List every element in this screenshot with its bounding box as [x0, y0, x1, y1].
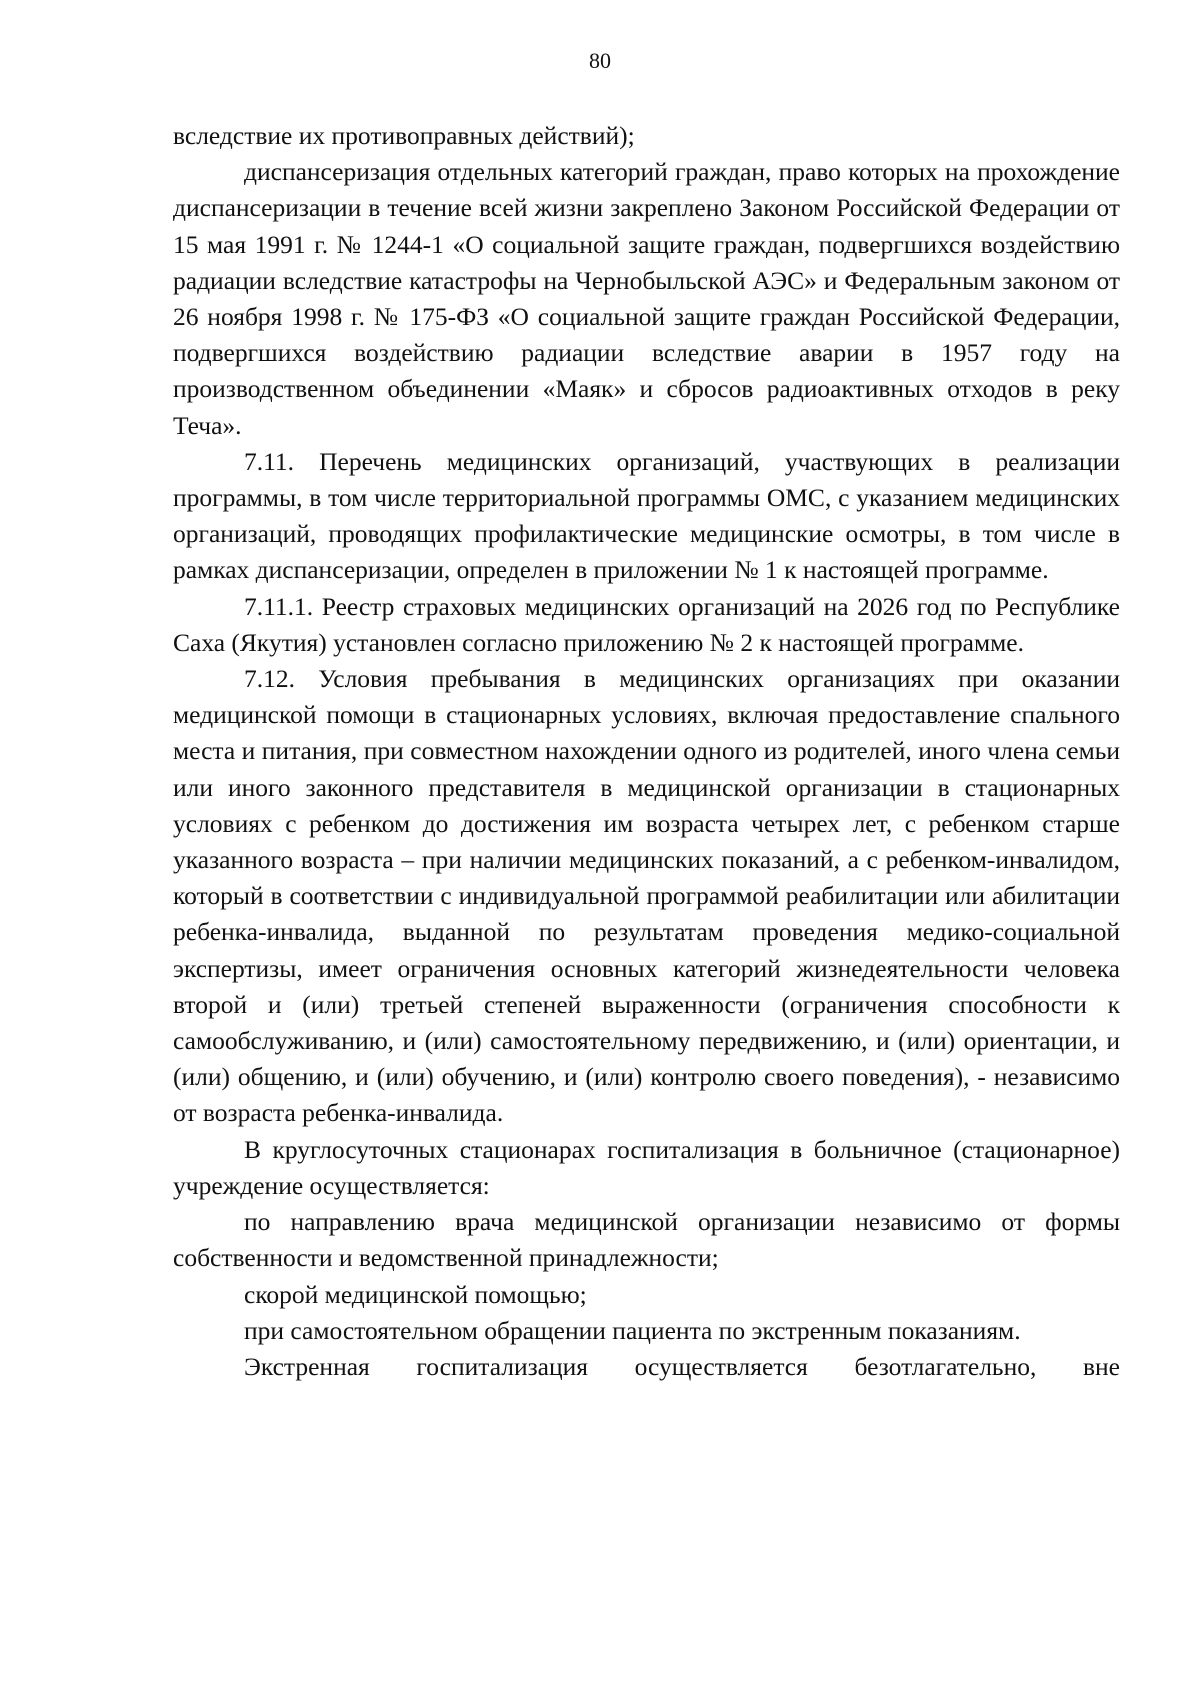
paragraph: Экстренная госпитализация осуществляется безотлагательно, вне	[244, 1351, 1120, 1381]
paragraph: 7.12. Условия пребывания в медицинских организациях при оказании медицинской помощи в стационарных условиях, включая предоставление спального места и питания, при совместном нахождении одного из родителей, иного члена семьи или иного законного представителя в медицинской организации в стационарных условиях с ребенком до достижения им возраста четырех лет, с ребенком старше указанного возраста – при наличии медицинских показаний, а с ребенком-инвалидом, который в соответствии с индивидуальной программой реабилитации или абилитации ребенка-инвалида, выданной по результатам проведения медико-социальной экспертизы, имеет ограничения основных категорий жизнедеятельности человека второй и (или) третьей степеней выраженности (ограничения способности к самообслуживанию, и (или) самостоятельному передвижению, и (или) ориентации, и (или) общению, и (или) обучению, и (или) контролю своего поведения), - независимо от возраста ребенка-инвалида.	[173, 664, 1120, 1128]
page-number: 80	[589, 48, 611, 73]
paragraph: при самостоятельном обращении пациента по экстренным показаниям.	[244, 1315, 1021, 1345]
paragraph: 7.11.1. Реестр страховых медицинских организаций на 2026 год по Республике Саха (Якутия) установлен согласно приложению № 2 к настоящей программе.	[173, 591, 1120, 657]
document-body	[173, 118, 1120, 1385]
paragraph: вследствие их противоправных действий);	[173, 121, 635, 150]
paragraph: В круглосуточных стационарах госпитализация в больничное (стационарное) учреждение осуществляется:	[173, 1134, 1120, 1200]
paragraph: диспансеризация отдельных категорий граждан, право которых на прохождение диспансеризации в течение всей жизни закреплено Законом Российской Федерации от 15 мая 1991 г. № 1244-1 «О социальной защите граждан, подвергшихся воздействию радиации вследствие катастрофы на Чернобыльской АЭС» и Федеральным законом от 26 ноября 1998 г. № 175-ФЗ «О социальной защите граждан Российской Федерации, подвергшихся воздействию радиации вследствие аварии в 1957 году на производственном объединении «Маяк» и сбросов радиоактивных отходов в реку Теча».	[173, 157, 1120, 440]
paragraph: 7.11. Перечень медицинских организаций, участвующих в реализации программы, в том числе территориальной программы ОМС, с указанием медицинских организаций, проводящих профилактические медицинские осмотры, в том числе в рамках диспансеризации, определен в приложении № 1 к настоящей программе.	[173, 446, 1120, 585]
paragraph: скорой медицинской помощью;	[244, 1279, 587, 1309]
paragraph: по направлению врача медицинской организации независимо от формы собственности и ведомственной принадлежности;	[173, 1207, 1120, 1273]
